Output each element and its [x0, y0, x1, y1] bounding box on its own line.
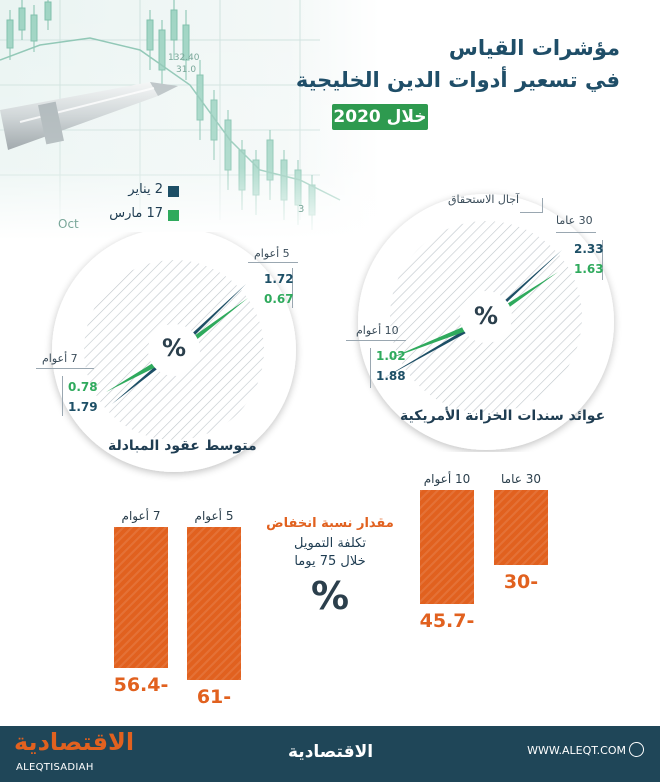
swaps-7y-bracket [62, 376, 63, 416]
bar-value-label: 45.7- [419, 610, 475, 633]
bar-value-label: 61- [196, 685, 232, 708]
treasury-10y-jan-value: 1.88 [376, 369, 406, 383]
page-subtitle: في تسعير أدوات الدين الخليجية [295, 68, 620, 92]
decline-note-line2: تكلفة التمويل [294, 536, 366, 551]
swaps-5y-jan-value: 1.72 [264, 272, 294, 286]
decline-note-line1: مقدار نسبة انخفاض [266, 516, 394, 531]
bar-label: 10 أعوام [423, 472, 471, 486]
photo-label: Oct [58, 217, 79, 231]
decline-bar [494, 490, 548, 565]
bar-label: 7 أعوام [121, 509, 161, 523]
swaps-5y-mar-value: 0.67 [264, 292, 294, 306]
swaps-7y-rule [36, 368, 94, 369]
swaps-percent-icon: % [162, 334, 187, 362]
treasury-10y-label: 10 أعوام [356, 324, 399, 337]
decline-percent-icon: % [310, 574, 350, 618]
legend-label-mar: 17 مارس [109, 206, 163, 221]
photo-label: 31.0 [176, 65, 197, 75]
swaps-title: متوسط عقود المبادلة [108, 438, 257, 454]
bar-label: 30 عاما [501, 472, 541, 486]
globe-icon [629, 742, 644, 757]
swaps-7y-label: 7 أعوام [42, 352, 78, 365]
treasury-30y-jan-value: 2.33 [574, 242, 604, 256]
decline-bar [420, 490, 474, 604]
footer-bar [0, 726, 660, 782]
treasury-percent-icon: % [474, 302, 499, 330]
treasury-30y-rule [556, 232, 596, 233]
treasury-30y-label: 30 عاما [556, 214, 593, 227]
photo-label: 3 [298, 204, 305, 215]
treasury-10y-mar-value: 1.02 [376, 349, 406, 363]
swaps-7y-mar-value: 0.78 [68, 380, 98, 394]
brand-latin: ALEQTISADIAH [16, 762, 94, 773]
center-logo: الاقتصادية [288, 742, 374, 762]
bar-value-label: 56.4- [113, 674, 169, 696]
bar-value-label: 30- [503, 571, 539, 593]
legend-swatch-jan [168, 186, 179, 197]
treasury-10y-bracket [370, 348, 371, 388]
treasury-30y-mar-value: 1.63 [574, 262, 604, 276]
decline-note-line3: خلال 75 يوما [294, 554, 366, 569]
treasury-title: عوائد سندات الخزانة الأمريكية [400, 408, 606, 424]
website-link[interactable]: WWW.ALEQT.COM [527, 744, 626, 757]
bar-label: 5 أعوام [194, 509, 234, 523]
swaps-7y-jan-value: 1.79 [68, 400, 98, 414]
year-badge: خلال 2020 [332, 104, 428, 130]
legend-label-jan: 2 يناير [128, 182, 163, 197]
treasury-maturity-label: آجال الاستحقاق [448, 193, 520, 206]
background-photo [0, 0, 380, 240]
decline-bar [114, 527, 168, 668]
decline-bar [187, 527, 241, 680]
swaps-5y-rule [248, 262, 298, 263]
photo-label: 132.40 [168, 53, 200, 63]
legend-swatch-mar [168, 210, 179, 221]
maturity-pointer [520, 198, 543, 213]
treasury-10y-rule [346, 340, 406, 341]
brand-logo: الاقتصادية [14, 728, 135, 756]
page-title: مؤشرات القياس [448, 36, 620, 60]
swaps-5y-label: 5 أعوام [254, 247, 290, 260]
